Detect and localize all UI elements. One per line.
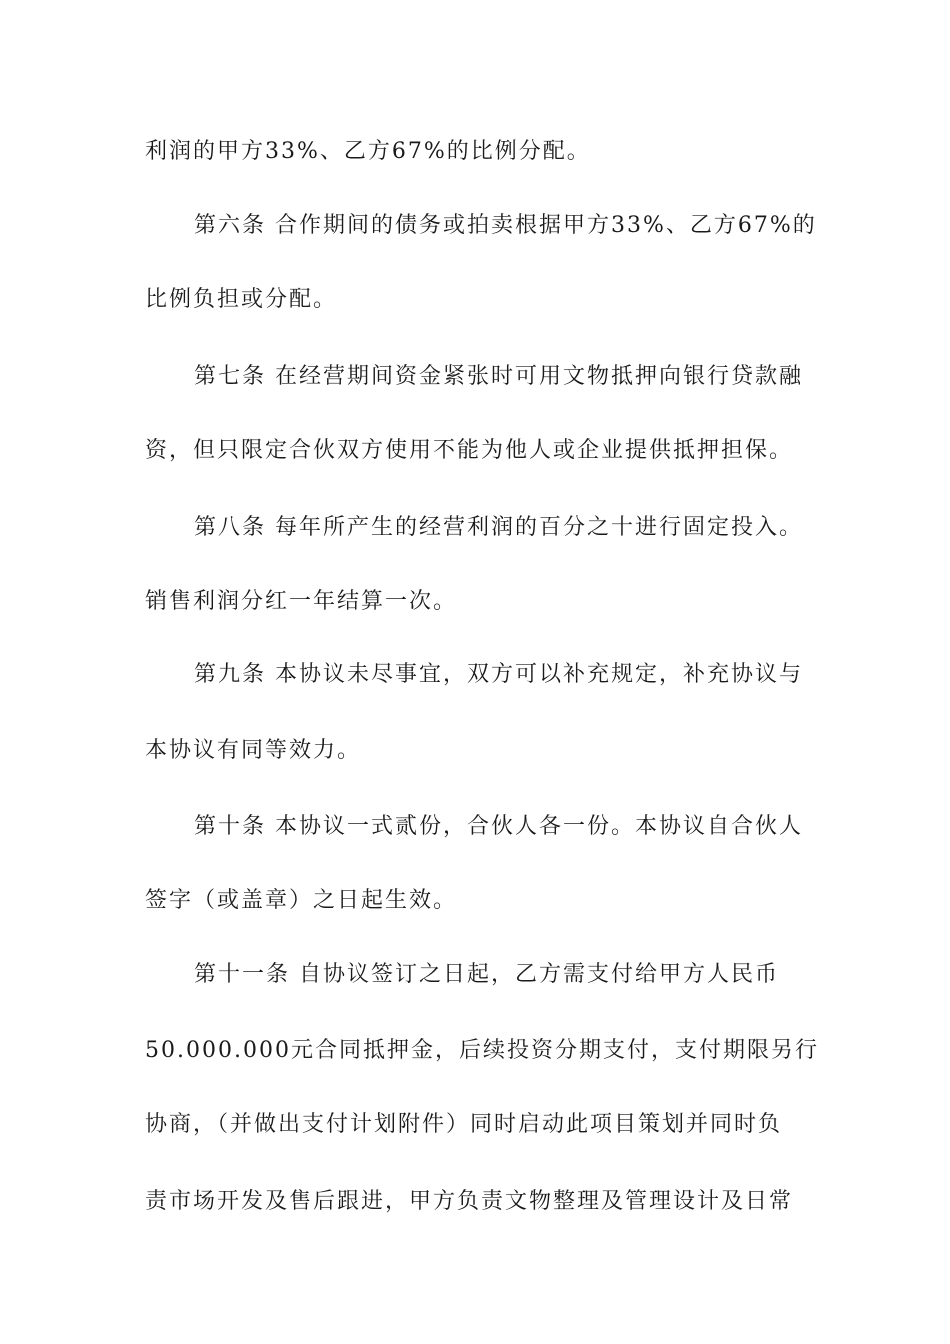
article-11-line-2: 50.000.000元合同抵押金，后续投资分期支付，支付期限另行 [145, 1038, 819, 1063]
article-9-line-1: 第九条 本协议未尽事宜，双方可以补充规定，补充协议与 [194, 662, 803, 687]
article-11-line-1: 第十一条 自协议签订之日起，乙方需支付给甲方人民币 [194, 962, 779, 987]
text-line: 利润的甲方33%、乙方67%的比例分配。 [145, 139, 591, 164]
article-8-line-1: 第八条 每年所产生的经营利润的百分之十进行固定投入。 [194, 515, 803, 540]
article-11-line-3: 协商，（并做出支付计划附件）同时启动此项目策划并同时负 [145, 1112, 783, 1137]
article-6-line-1: 第六条 合作期间的债务或拍卖根据甲方33%、乙方67%的 [194, 213, 817, 238]
article-7-line-2: 资，但只限定合伙双方使用不能为他人或企业提供抵押担保。 [145, 438, 794, 463]
article-6-line-2: 比例负担或分配。 [145, 287, 338, 312]
article-7-line-1: 第七条 在经营期间资金紧张时可用文物抵押向银行贷款融 [194, 364, 803, 389]
article-11-line-4: 责市场开发及售后跟进，甲方负责文物整理及管理设计及日常 [145, 1189, 794, 1214]
article-9-line-2: 本协议有同等效力。 [145, 738, 362, 763]
article-10-line-1: 第十条 本协议一式贰份，合伙人各一份。本协议自合伙人 [194, 814, 803, 839]
article-10-line-2: 签字（或盖章）之日起生效。 [145, 888, 458, 913]
article-8-line-2: 销售利润分红一年结算一次。 [145, 589, 458, 614]
